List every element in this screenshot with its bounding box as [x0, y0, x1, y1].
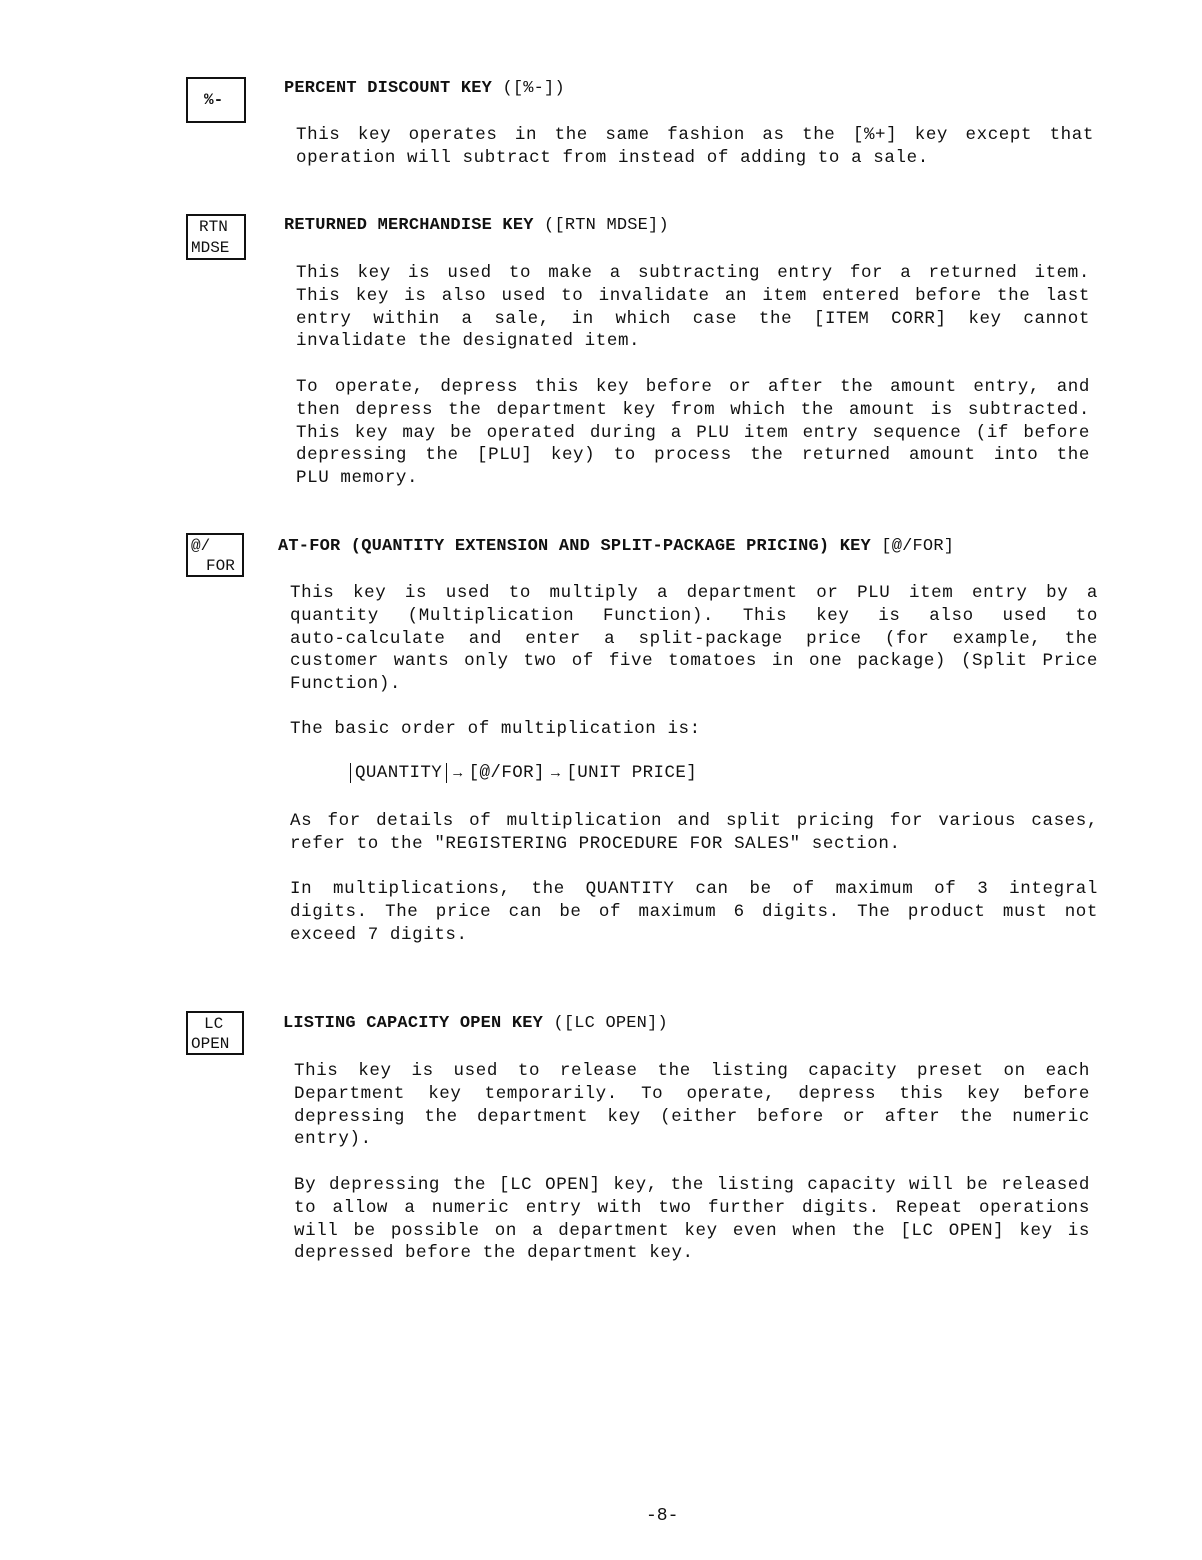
key-label-line1: %-: [204, 91, 224, 109]
multiplication-order-formula: [350, 763, 697, 783]
text-line: depressing the department key (either before or after the numeric: [294, 1106, 1090, 1127]
text-line: In multiplications, the QUANTITY can be of maximum of 3 integral: [290, 879, 1098, 899]
text-line: operation will subtract from instead of adding to a sale.: [296, 147, 929, 168]
text-line: This key is also used to invalidate an item entered before the last: [296, 285, 1090, 306]
unit-price-label: [UNIT PRICE]: [566, 763, 698, 783]
quantity-label: QUANTITY: [355, 763, 443, 783]
heading-tail: ([%-]): [492, 79, 565, 98]
page-number: -8-: [646, 1506, 679, 1526]
key-label-line1: @/: [191, 537, 211, 555]
text-line: By depressing the [LC OPEN] key, the listing capacity will be released: [294, 1175, 1090, 1195]
lc-open-key-icon: [186, 1011, 244, 1055]
heading-tail: ([LC OPEN]): [543, 1014, 668, 1033]
arrow-icon: →: [550, 765, 561, 782]
heading-text: AT-FOR (QUANTITY EXTENSION AND SPLIT-PACKAGE PRICING) KEY: [278, 537, 871, 556]
paragraph: [296, 376, 1090, 490]
paragraph: [290, 878, 1098, 946]
at-for-key-icon: [186, 533, 244, 577]
key-label-line1: LC: [204, 1015, 224, 1033]
text-line: This key is used to make a subtracting entry for a returned item.: [296, 263, 1090, 283]
text-line: This key may be operated during a PLU item entry sequence (if before: [296, 422, 1090, 443]
paragraph: [290, 810, 1098, 856]
text-line: to allow a numeric entry with two further digits. Repeat operations: [294, 1197, 1090, 1218]
text-line: refer to the "REGISTERING PROCEDURE FOR SALES" section.: [290, 833, 901, 854]
text-line: entry within a sale, in which case the [ITEM CORR] key cannot: [296, 308, 1090, 329]
text-line: This key is used to multiply a department or PLU item entry by a: [290, 583, 1098, 603]
percent-discount-key-icon: [186, 77, 246, 123]
text-line: Department key temporarily. To operate, depress this key before: [294, 1083, 1090, 1104]
paragraph: [290, 718, 1098, 741]
text-line: quantity (Multiplication Function). This key is also used to: [290, 605, 1098, 626]
text-line: depressed before the department key.: [294, 1243, 694, 1264]
heading-tail: ([RTN MDSE]): [533, 216, 669, 235]
paragraph: [296, 124, 1094, 170]
paragraph: [296, 262, 1090, 353]
key-label-line2: MDSE: [191, 239, 230, 257]
text-line: entry).: [294, 1129, 372, 1150]
text-line: The basic order of multiplication is:: [290, 719, 701, 739]
section-heading-percent-discount: [284, 79, 565, 98]
text-line: This key is used to release the listing capacity preset on each: [294, 1061, 1090, 1081]
text-line: exceed 7 digits.: [290, 924, 468, 945]
text-line: Function).: [290, 674, 402, 695]
text-line: To operate, depress this key before or after the amount entry, and: [296, 377, 1090, 397]
paragraph: [294, 1060, 1090, 1151]
key-label-line2: FOR: [206, 557, 235, 575]
heading-text: LISTING CAPACITY OPEN KEY: [283, 1014, 544, 1033]
section-heading-at-for: [278, 537, 954, 556]
text-line: invalidate the designated item.: [296, 331, 641, 352]
text-line: will be possible on a department key even when the [LC OPEN] key is: [294, 1220, 1090, 1241]
text-line: digits. The price can be of maximum 6 digits. The product must not: [290, 901, 1098, 922]
key-label-line1: RTN: [199, 218, 228, 236]
heading-text: PERCENT DISCOUNT KEY: [284, 79, 493, 98]
arrow-icon: →: [453, 765, 463, 782]
text-line: depressing the [PLU] key) to process the returned amount into the: [296, 445, 1090, 466]
quantity-box: [350, 763, 447, 783]
heading-text: RETURNED MERCHANDISE KEY: [284, 216, 534, 235]
text-line: customer wants only two of five tomatoes in one package) (Split Price: [290, 651, 1098, 672]
paragraph: [290, 582, 1098, 696]
paragraph: [294, 1174, 1090, 1265]
section-heading-returned-merchandise: [284, 216, 669, 235]
text-line: PLU memory.: [296, 468, 419, 489]
text-line: then depress the department key from which the amount is subtracted.: [296, 399, 1090, 420]
text-line: As for details of multiplication and split pricing for various cases,: [290, 811, 1098, 831]
returned-merchandise-key-icon: [186, 214, 246, 260]
key-label-line2: OPEN: [191, 1035, 230, 1053]
section-heading-lc-open: [283, 1014, 668, 1033]
text-line: auto-calculate and enter a split-package price (for example, the: [290, 628, 1098, 649]
heading-tail: [@/FOR]: [870, 537, 955, 556]
text-line: This key operates in the same fashion as the [%+] key except that: [296, 125, 1094, 145]
at-for-label: [@/FOR]: [468, 763, 545, 783]
